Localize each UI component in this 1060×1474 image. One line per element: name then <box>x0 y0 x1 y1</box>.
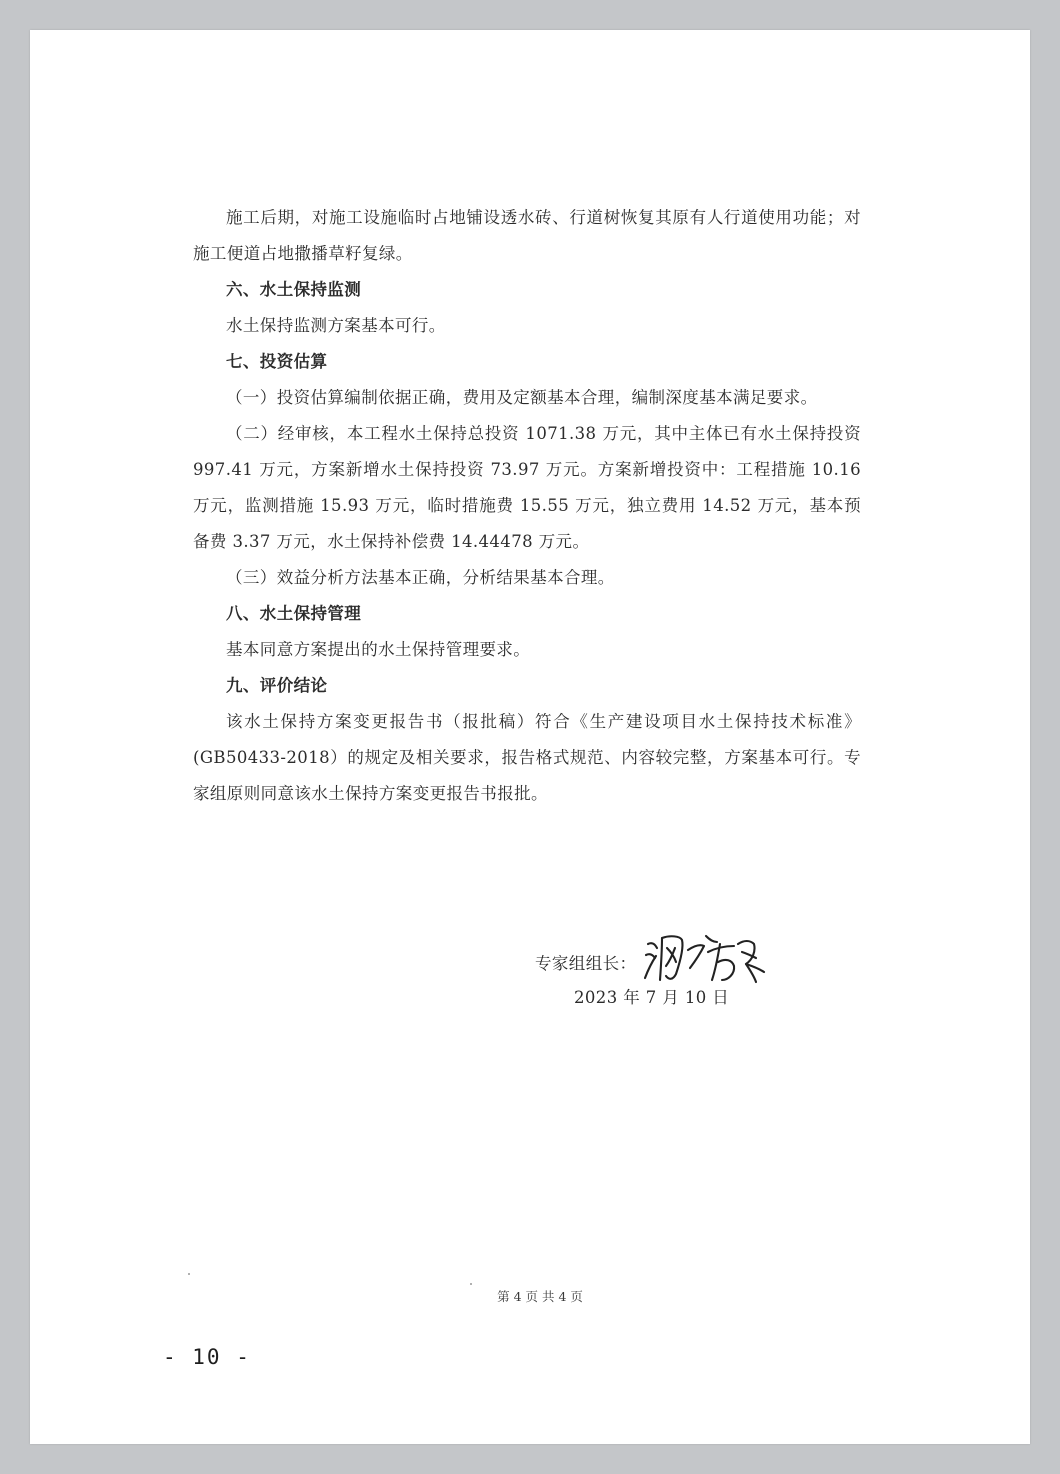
document-body <box>193 200 861 812</box>
document-page <box>30 30 1030 1444</box>
paragraph-benefit-analysis: （三）效益分析方法基本正确，分析结果基本合理。 <box>226 568 615 587</box>
page-info-footer: 第 4 页 共 4 页 <box>497 1289 583 1304</box>
document-page-number: - 10 - <box>163 1345 251 1369</box>
paragraph-monitoring: 水土保持监测方案基本可行。 <box>226 316 446 335</box>
heading-monitoring: 六、水土保持监测 <box>226 280 362 299</box>
paragraph-investment-details: （二）经审核，本工程水土保持总投资 1071.38 万元，其中主体已有水土保持投资 997.41 万元，方案新增水土保持投资 73.97 万元。方案新增投资中：工程措施 10.16 万元，监测措施 15.93 万元，临时措施费 15.55 万元，独立费用 14.52 万元，基本预备费 3.37 万元，水土保持补偿费 14.44478 万元。 <box>193 424 861 551</box>
paragraph-construction-late-stage: 施工后期，对施工设施临时占地铺设透水砖、行道树恢复其原有人行道使用功能；对施工便道占地撒播草籽复绿。 <box>193 208 861 263</box>
paragraph-investment-basis: （一）投资估算编制依据正确，费用及定额基本合理，编制深度基本满足要求。 <box>226 388 818 407</box>
paragraph-conclusion: 该水土保持方案变更报告书（报批稿）符合《生产建设项目水土保持技术标准》(GB50433-2018）的规定及相关要求，报告格式规范、内容较完整，方案基本可行。专家组原则同意该水土保持方案变更报告书报批。 <box>193 712 861 803</box>
signature-block <box>535 942 778 1008</box>
heading-management: 八、水土保持管理 <box>226 604 362 623</box>
paragraph-management: 基本同意方案提出的水土保持管理要求。 <box>226 640 531 659</box>
sign-date: 2023 年 7 月 10 日 <box>574 988 730 1007</box>
expert-group-leader-label: 专家组组长： <box>535 954 637 973</box>
heading-investment: 七、投资估算 <box>226 352 328 371</box>
handwritten-signature <box>638 922 778 988</box>
scan-speck <box>188 1273 190 1275</box>
scan-speck <box>470 1283 472 1285</box>
heading-conclusion: 九、评价结论 <box>226 676 328 695</box>
